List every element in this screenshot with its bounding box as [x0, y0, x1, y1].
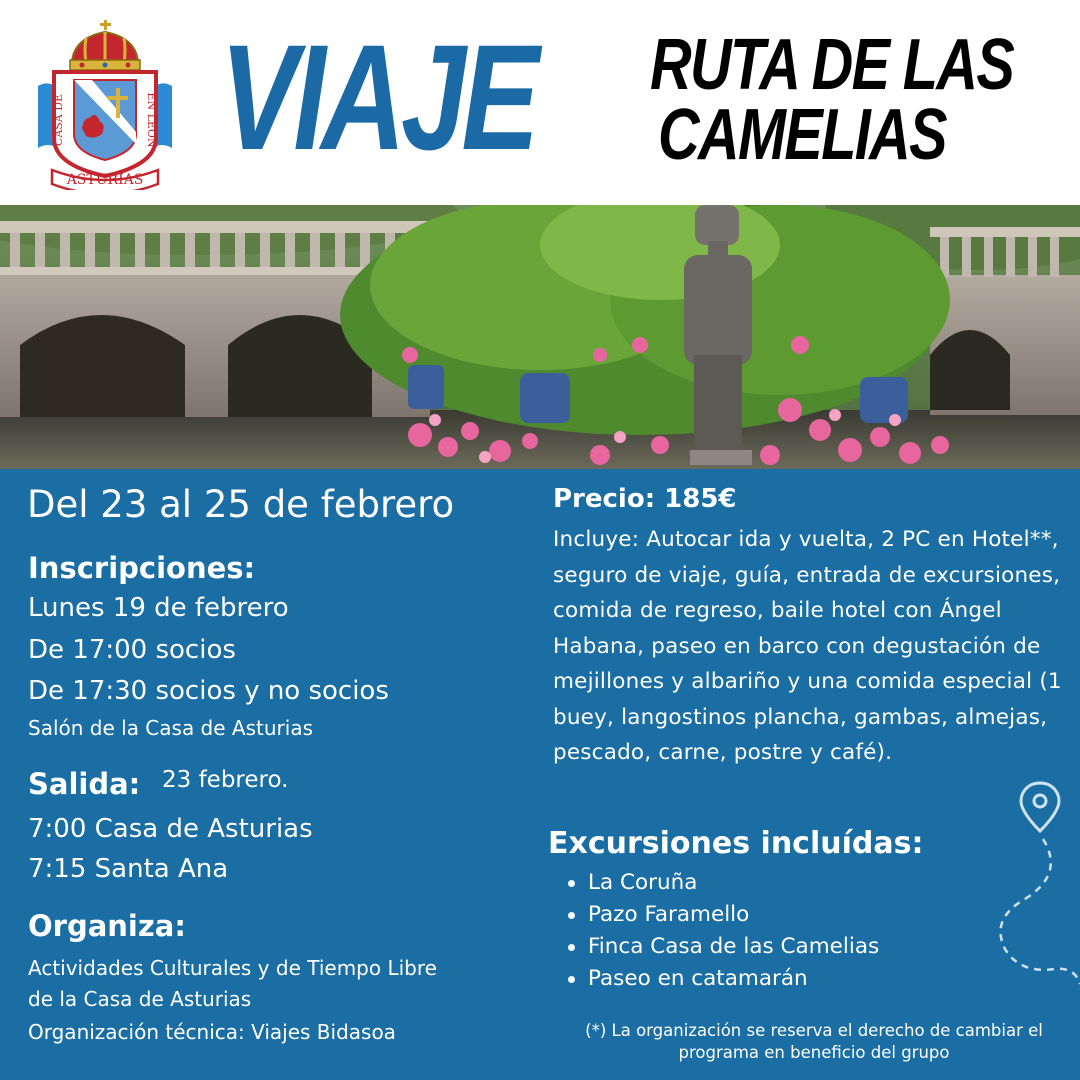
trip-name-line1: RUTA DE LAS [650, 25, 1014, 105]
list-item: Pazo Faramello [568, 899, 879, 931]
organiza-heading: Organiza: [28, 909, 186, 943]
salida-heading: Salida: [28, 767, 141, 801]
casa-de-asturias-logo [34, 20, 176, 190]
inscripciones-slot1: De 17:00 socios [28, 635, 236, 665]
organiza-line1: Actividades Culturales y de Tiempo Libre [28, 956, 437, 980]
inscripciones-heading: Inscripciones: [28, 551, 256, 585]
info-panel [0, 469, 1080, 1080]
inscripciones-place: Salón de la Casa de Asturias [28, 716, 313, 740]
salida-date: 23 febrero. [162, 767, 289, 793]
organiza-line3: Organización técnica: Viajes Bidasoa [28, 1020, 396, 1044]
garden-photo [0, 205, 1080, 469]
inscripciones-day: Lunes 19 de febrero [28, 593, 289, 623]
header [0, 0, 1080, 205]
logo-text-bottom: ASTURIAS [66, 172, 144, 188]
salida-stop1: 7:00 Casa de Asturias [28, 814, 313, 844]
trip-dates: Del 23 al 25 de febrero [27, 483, 455, 526]
excursions-heading: Excursiones incluídas: [548, 826, 924, 861]
price-includes: Incluye: Autocar ida y vuelta, 2 PC en Hotel**, seguro de viaje, guía, entrada de excursiones, comida de regreso, baile hotel con Ángel Habana, paseo en barco con degustación de mejillones y albariño y una comida especial (1 buey, langostinos plancha, gambas, almejas, pescado, carne, postre y café). [553, 527, 1062, 765]
list-item: Paseo en catamarán [568, 963, 879, 995]
trip-name-line2: CAMELIAS [658, 95, 946, 175]
list-item: La Coruña [568, 867, 879, 899]
salida-stop2: 7:15 Santa Ana [28, 854, 229, 884]
list-item: Finca Casa de las Camelias [568, 931, 879, 963]
page-title: VIAJE [220, 13, 535, 181]
crown-icon [70, 20, 140, 70]
logo-text-right: EN LEON [145, 92, 158, 148]
trip-name [650, 25, 1014, 175]
price-heading: Precio: 185€ [553, 484, 737, 514]
excursions-list [568, 867, 879, 995]
route-icon [985, 779, 1080, 999]
disclaimer-note: (*) La organización se reserva el derecho de cambiar el programa en beneficio del grupo [585, 1021, 1043, 1062]
organiza-line2: de la Casa de Asturias [28, 987, 252, 1011]
logo-text-left: CASA DE [52, 93, 65, 147]
inscripciones-slot2: De 17:30 socios y no socios [28, 676, 389, 706]
